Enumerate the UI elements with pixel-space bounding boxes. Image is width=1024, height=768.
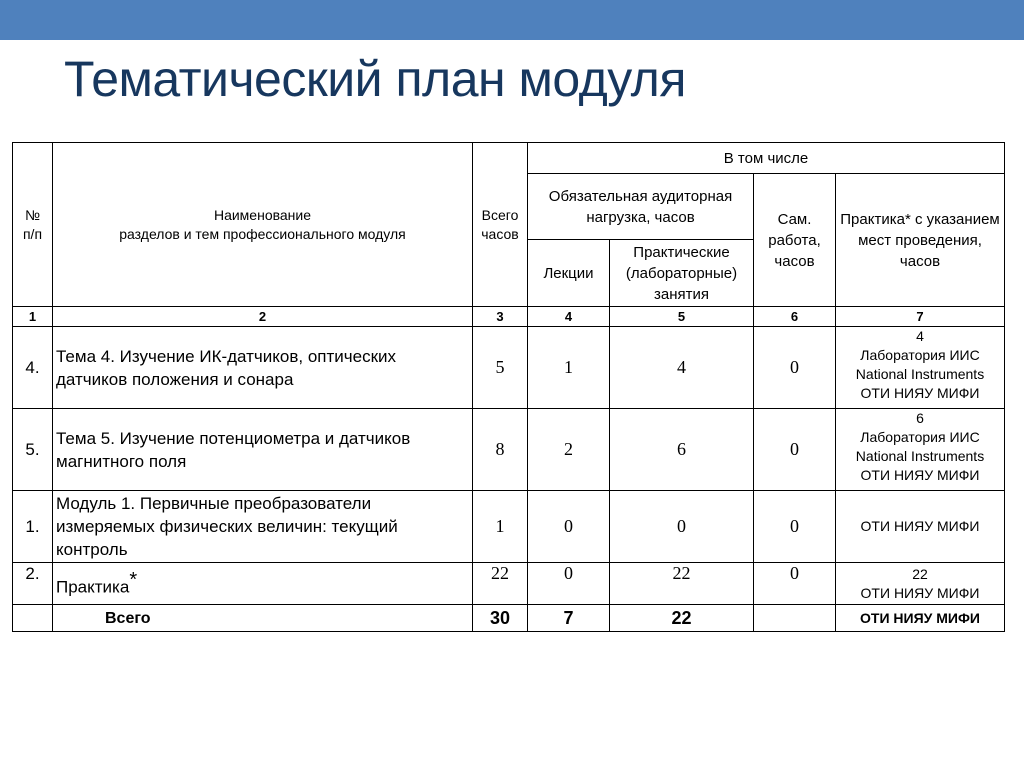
- row-lectures: 0: [528, 563, 610, 605]
- row-name: Тема 5. Изучение потенциометра и датчиков магнитного поля: [53, 409, 473, 491]
- totals-row: [13, 605, 1005, 632]
- row-name: [53, 563, 473, 605]
- practice-place: ОТИ НИЯУ МИФИ: [860, 467, 980, 483]
- row-name: Модуль 1. Первичные преобразователи измеряемых физических величин: текущий контроль: [53, 491, 473, 563]
- header-including: В том числе: [528, 143, 1005, 174]
- header-name-line1: Наименование: [213, 206, 312, 223]
- header-mandatory: Обязательная аудиторная нагрузка, часов: [528, 174, 754, 240]
- practice-place: Лаборатория ИИС: [860, 429, 980, 445]
- row-total: 5: [473, 327, 528, 409]
- header-self-work: Сам. работа, часов: [754, 174, 836, 307]
- column-number: 3: [473, 307, 528, 327]
- row-num: 1.: [13, 491, 53, 563]
- practice-hours: 6: [916, 410, 924, 426]
- row-lectures: 1: [528, 327, 610, 409]
- totals-num: [13, 605, 53, 632]
- row-name-text: Практика: [56, 577, 130, 597]
- slide-title: Тематический план модуля: [64, 51, 686, 107]
- row-total: 8: [473, 409, 528, 491]
- table-row: [13, 327, 1005, 409]
- totals-total: 30: [473, 605, 528, 632]
- row-labs: 0: [610, 491, 754, 563]
- footnote-mark: *: [129, 568, 138, 591]
- row-self: 0: [754, 491, 836, 563]
- row-practice: ОТИ НИЯУ МИФИ: [836, 491, 1005, 563]
- row-num: 5.: [13, 409, 53, 491]
- practice-place: National Instruments: [855, 366, 985, 382]
- totals-labs: 22: [610, 605, 754, 632]
- row-num: 4.: [13, 327, 53, 409]
- row-labs: 22: [610, 563, 754, 605]
- row-labs: 4: [610, 327, 754, 409]
- column-number: 7: [836, 307, 1005, 327]
- column-number: 2: [53, 307, 473, 327]
- header-total-hours: Всего часов: [473, 143, 528, 307]
- row-self: 0: [754, 409, 836, 491]
- header-name-line2: разделов и тем профессионального модуля: [119, 225, 406, 242]
- header-labs: Практические (лабораторные) занятия: [610, 240, 754, 307]
- practice-place: Лаборатория ИИС: [860, 347, 980, 363]
- totals-self: [754, 605, 836, 632]
- column-number: 4: [528, 307, 610, 327]
- row-practice: [836, 563, 1005, 605]
- row-total: 1: [473, 491, 528, 563]
- table-row: [13, 563, 1005, 605]
- row-labs: 6: [610, 409, 754, 491]
- totals-practice: ОТИ НИЯУ МИФИ: [836, 605, 1005, 632]
- row-practice: [836, 409, 1005, 491]
- row-lectures: 0: [528, 491, 610, 563]
- row-total: 22: [473, 563, 528, 605]
- practice-hours: 22: [912, 565, 928, 582]
- row-num: 2.: [13, 563, 53, 605]
- row-self: 0: [754, 563, 836, 605]
- column-number-row: [13, 307, 1005, 327]
- practice-hours: 4: [916, 328, 924, 344]
- row-lectures: 2: [528, 409, 610, 491]
- column-number: 1: [13, 307, 53, 327]
- totals-label: Всего: [53, 605, 473, 632]
- practice-place: ОТИ НИЯУ МИФИ: [860, 584, 980, 601]
- header-num: № п/п: [13, 143, 53, 307]
- top-accent-bar: [0, 0, 1024, 40]
- header-practice: Практика* с указанием мест проведения, часов: [836, 174, 1005, 307]
- practice-place: ОТИ НИЯУ МИФИ: [860, 385, 980, 401]
- header-name: [53, 143, 473, 307]
- row-practice: [836, 327, 1005, 409]
- column-number: 5: [610, 307, 754, 327]
- table-row: [13, 491, 1005, 563]
- row-self: 0: [754, 327, 836, 409]
- table-row: [13, 409, 1005, 491]
- totals-lectures: 7: [528, 605, 610, 632]
- practice-place: National Instruments: [855, 448, 985, 464]
- header-lectures: Лекции: [528, 240, 610, 307]
- thematic-plan-table: [12, 142, 1005, 632]
- row-name: Тема 4. Изучение ИК-датчиков, оптических датчиков положения и сонара: [53, 327, 473, 409]
- column-number: 6: [754, 307, 836, 327]
